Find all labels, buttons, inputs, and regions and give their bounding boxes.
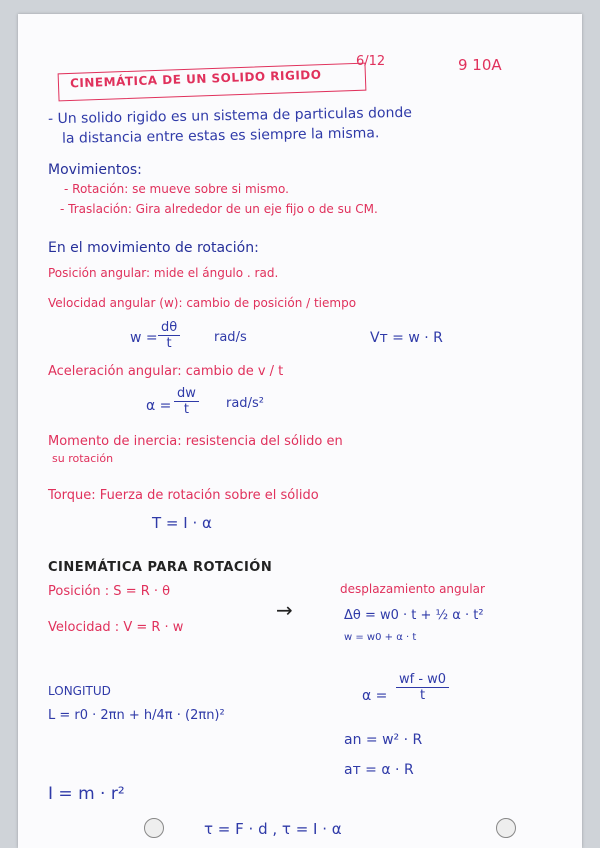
alpha-formula-lhs: α = [146, 398, 172, 414]
velocidad-angular: Velocidad angular (w): cambio de posición / tiempo [48, 296, 357, 310]
inercia-formula: I = m · r² [48, 784, 125, 804]
w-formula-lhs: w = [130, 330, 158, 346]
desplazamiento-angular: desplazamiento angular [340, 582, 485, 596]
binder-hole-left [144, 818, 164, 838]
alpha-final-fraction [396, 672, 449, 703]
posicion-lineal: Posición : S = R · θ [48, 584, 171, 599]
alpha-units: rad/s² [226, 396, 264, 411]
alpha-final-denominator: t [419, 688, 426, 703]
w-denominator: t [166, 336, 172, 351]
tangential-velocity: Vт = w · R [370, 330, 443, 346]
torque-summary-formula: τ = F · d , τ = I · α [204, 820, 342, 838]
rotacion-heading: En el movimiento de rotación: [48, 240, 259, 256]
notebook-page [18, 14, 582, 848]
intro-line-1: - Un solido rigido es un sistema de particulas donde [47, 104, 413, 128]
intro-line-2: la distancia entre estas es siempre la misma. [61, 125, 380, 147]
longitud-heading: LONGITUD [48, 684, 111, 698]
margin-note: 6/12 [356, 54, 386, 69]
alpha-final-lhs: α = [362, 688, 388, 704]
torque-formula: T = I · α [152, 514, 212, 532]
normal-acceleration: an = w² · R [344, 732, 423, 748]
posicion-angular: Posición angular: mide el ángulo . rad. [48, 266, 279, 280]
torque-definition: Torque: Fuerza de rotación sobre el sólido [48, 488, 319, 503]
binder-hole-right [496, 818, 516, 838]
cinematica-heading: CINEMÁTICA PARA ROTACIÓN [48, 560, 273, 575]
alpha-final-numerator: wf - w0 [396, 672, 449, 688]
arrow-right-icon: → [276, 598, 293, 622]
rotacion-definition: - Rotación: se mueve sobre si mismo. [64, 182, 289, 196]
longitud-formula: L = r0 · 2πn + h/4π · (2πn)² [48, 708, 225, 723]
w-final-formula: w = w0 + α · t [344, 632, 417, 643]
alpha-fraction [174, 386, 199, 417]
tangential-acceleration: aт = α · R [344, 762, 414, 778]
momento-inercia-line-1: Momento de inercia: resistencia del sólido en [48, 434, 343, 449]
page-title: CINEMÁTICA DE UN SOLIDO RIGIDO [69, 67, 322, 91]
momento-inercia-line-2: su rotación [52, 452, 114, 465]
w-units: rad/s [214, 330, 247, 345]
w-numerator: dθ [158, 320, 180, 336]
aceleracion-angular: Aceleración angular: cambio de v / t [48, 364, 284, 379]
delta-theta-formula: Δθ = w0 · t + ½ α · t² [344, 608, 484, 623]
page-reference: 9 10A [458, 56, 502, 74]
alpha-denominator: t [183, 402, 189, 417]
velocidad-lineal: Velocidad : V = R · w [48, 620, 184, 635]
alpha-numerator: dw [174, 386, 199, 402]
movimientos-heading: Movimientos: [48, 162, 142, 178]
traslacion-definition: - Traslación: Gira alrededor de un eje fijo o de su CM. [60, 202, 378, 216]
w-fraction [158, 320, 180, 351]
